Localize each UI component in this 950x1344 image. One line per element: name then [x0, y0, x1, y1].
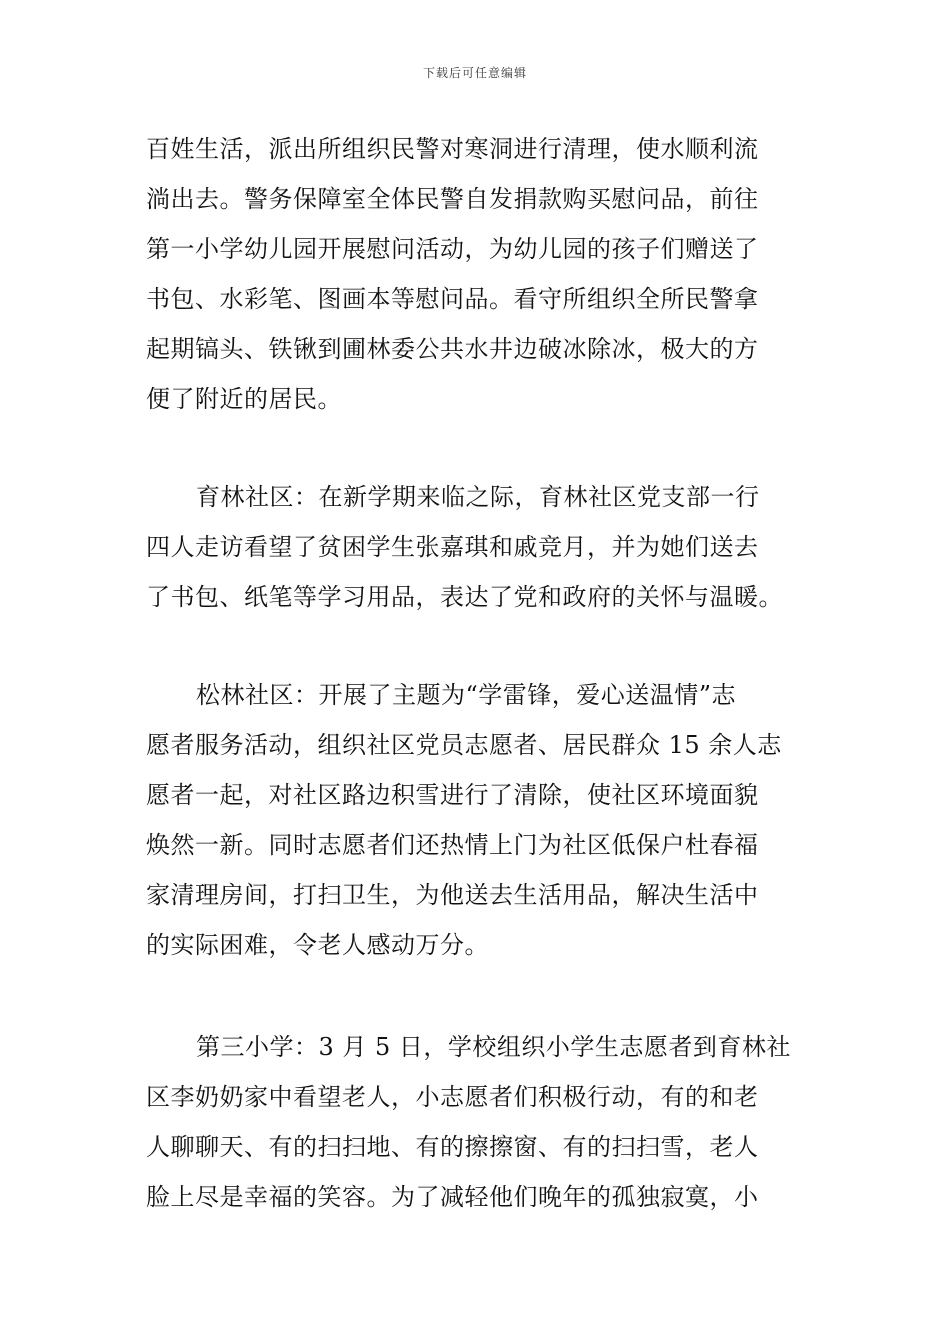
text-line: 书包、水彩笔、图画本等慰问品。看守所组织全所民警拿: [146, 285, 759, 313]
text-line: 人聊聊天、有的扫扫地、有的擦擦窗、有的扫扫雪，老人: [146, 1133, 759, 1161]
text-line: 的实际困难，令老人感动万分。: [146, 931, 489, 959]
text-line: 便了附近的居民。: [146, 385, 342, 413]
text-line: 四人走访看望了贫困学生张嘉琪和戚竞月，并为她们送去: [146, 533, 759, 561]
text-line: 焕然一新。同时志愿者们还热情上门为社区低保户杜春福: [146, 831, 759, 859]
text-line: 松林社区：开展了主题为“学雷锋，爱心送温情”志: [196, 681, 737, 709]
text-line: 愿者一起，对社区路边积雪进行了清除，使社区环境面貌: [146, 781, 759, 809]
text-line: 脸上尽是幸福的笑容。为了减轻他们晚年的孤独寂寞，小: [146, 1183, 759, 1211]
page-header: 下载后可任意编辑: [422, 66, 527, 80]
text-line: 区李奶奶家中看望老人，小志愿者们积极行动，有的和老: [146, 1083, 759, 1111]
text-line: 起期镐头、铁锹到圃林委公共水井边破冰除冰，极大的方: [146, 335, 759, 363]
text-line: 家清理房间，打扫卫生，为他送去生活用品，解决生活中: [146, 881, 759, 909]
text-line: 了书包、纸笔等学习用品，表达了党和政府的关怀与温暖。: [146, 583, 783, 611]
text-line: 第一小学幼儿园开展慰问活动，为幼儿园的孩子们赠送了: [146, 235, 759, 263]
text-line: 愿者服务活动，组织社区党员志愿者、居民群众 15 余人志: [146, 731, 782, 759]
text-line: 第三小学：3 月 5 日，学校组织小学生志愿者到育林社: [196, 1033, 791, 1061]
text-line: 淌出去。警务保障室全体民警自发捐款购买慰问品，前往: [146, 185, 759, 213]
text-line: 育林社区：在新学期来临之际，育林社区党支部一行: [196, 483, 760, 511]
text-line: 百姓生活，派出所组织民警对寒洞进行清理，使水顺利流: [146, 135, 759, 163]
